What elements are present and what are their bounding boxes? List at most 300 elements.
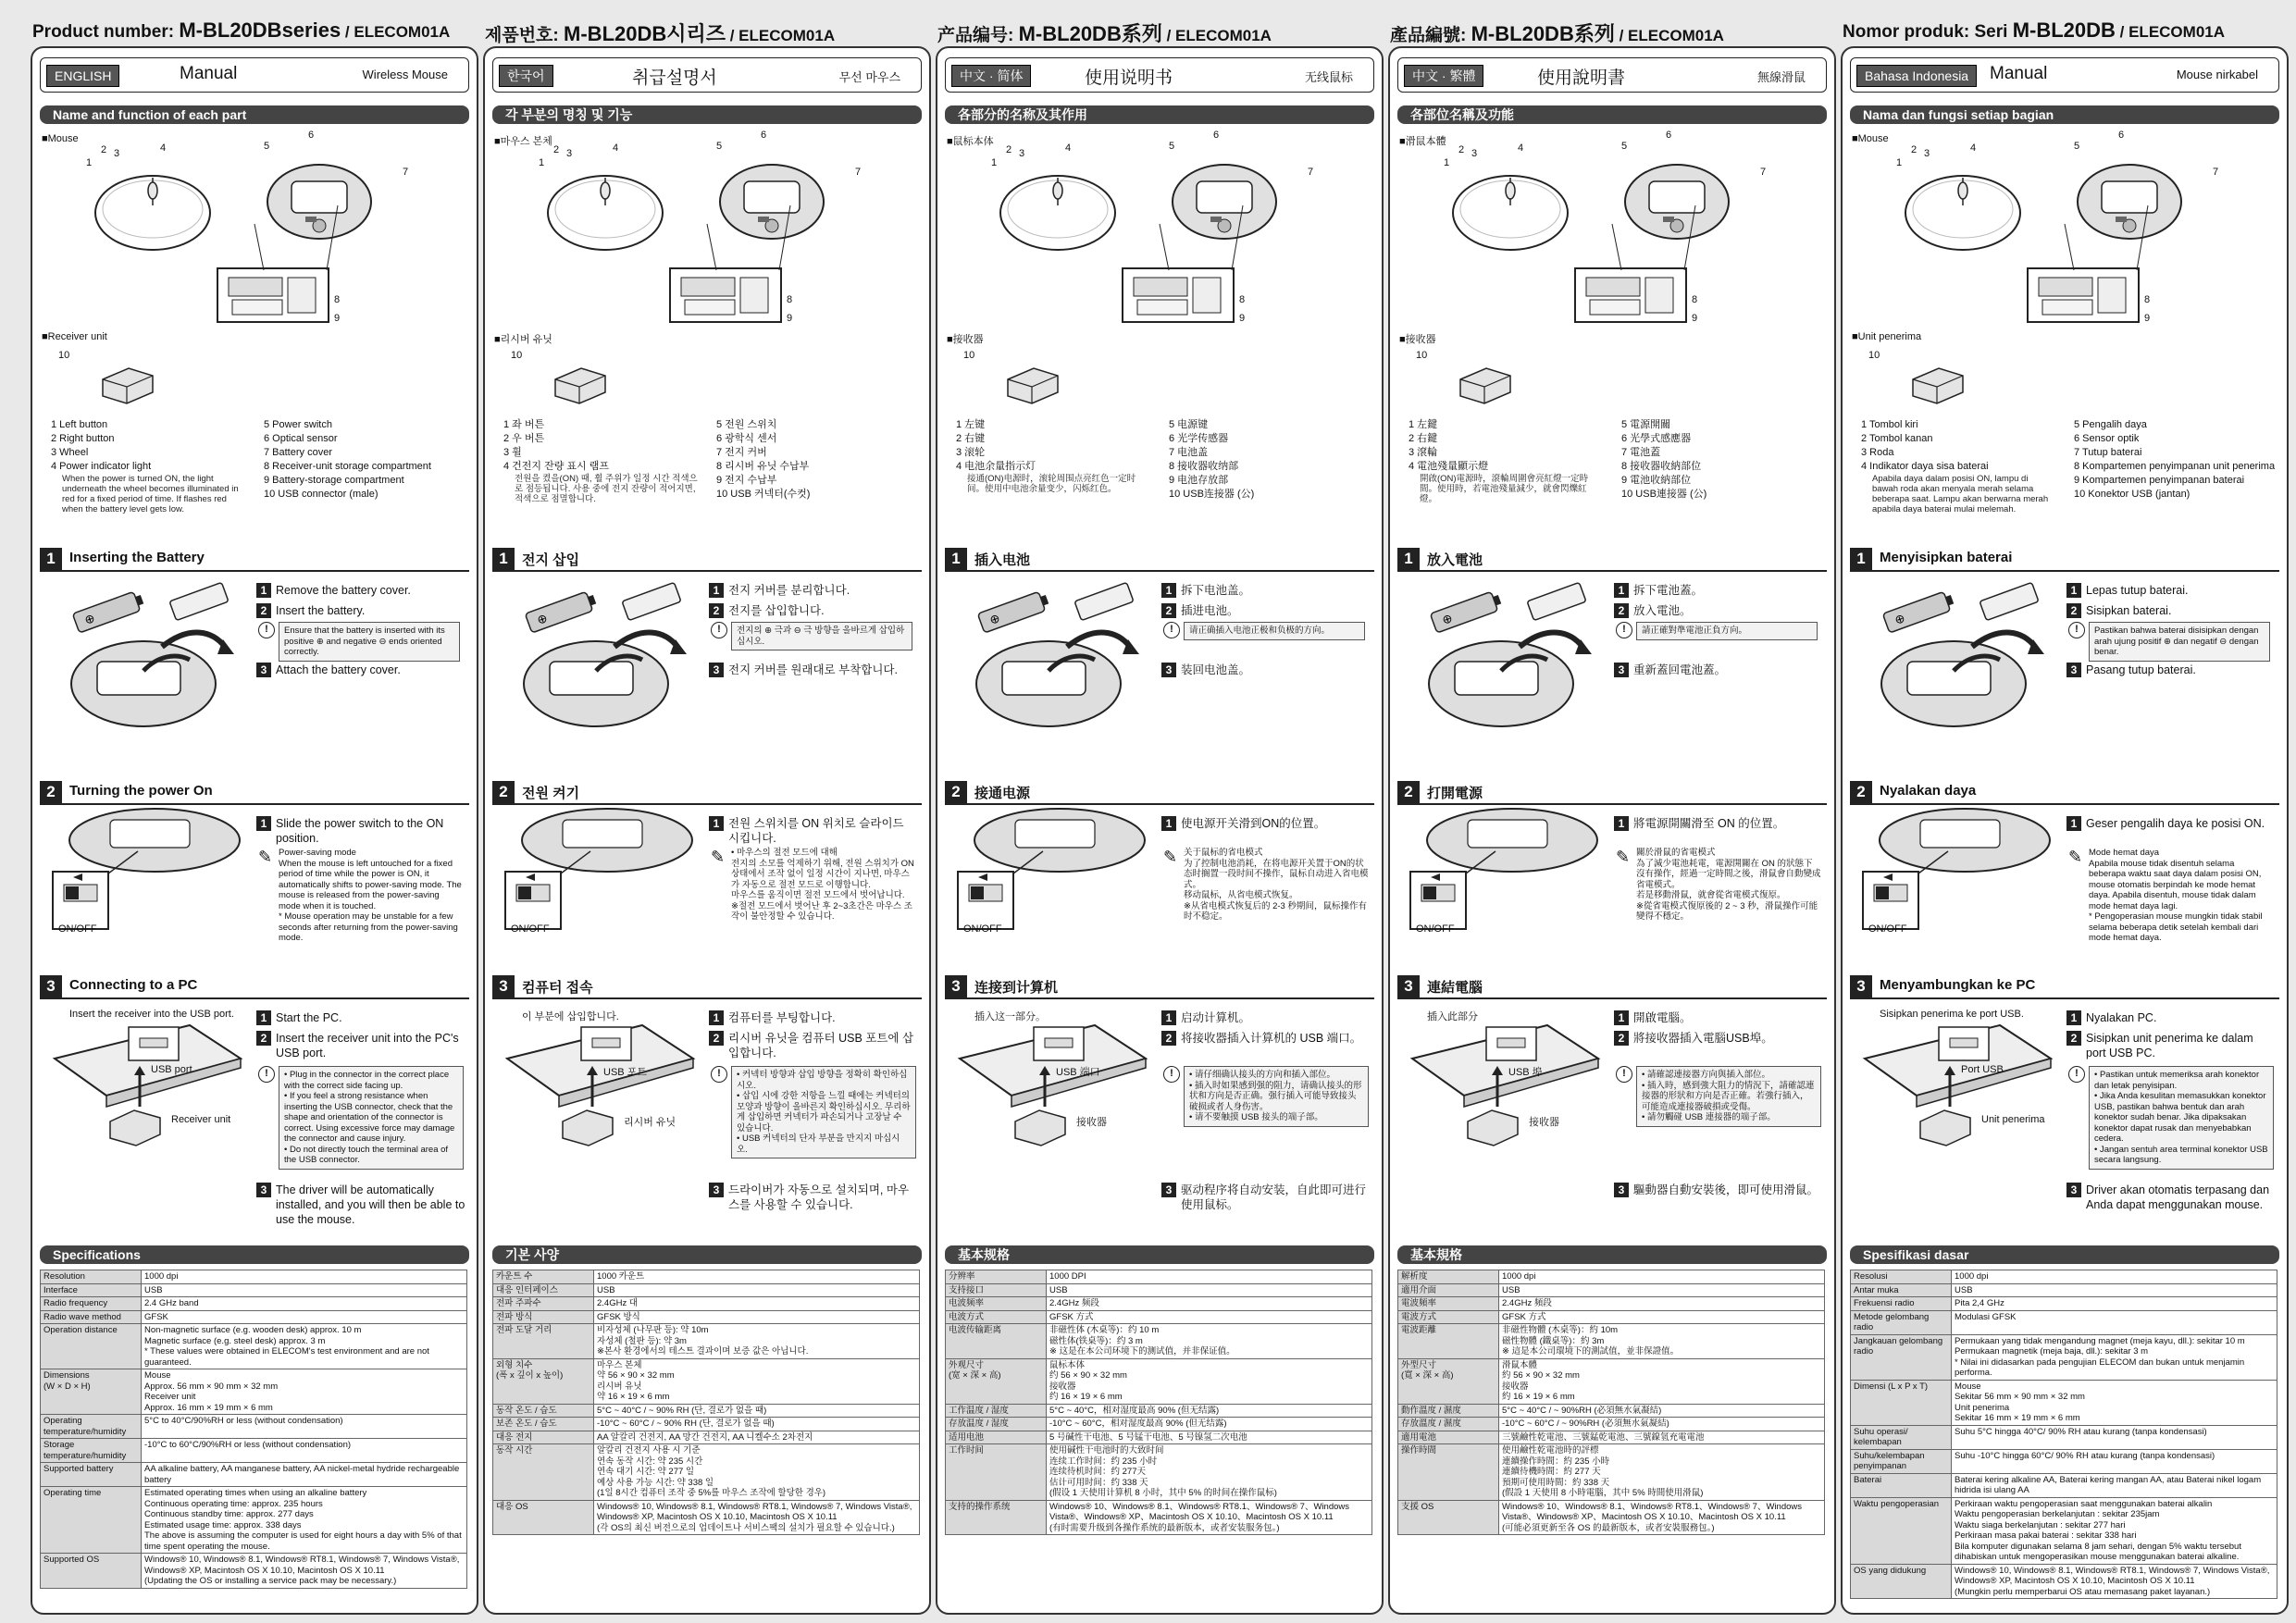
parts-note: 開啟(ON)電源時，滾輪周圍會亮紅燈一定時間。使用時，若電池殘量減少，就會閃爍紅燈。 [1420,474,1589,504]
spec-key: 解析度 [1398,1270,1499,1284]
onoff-label: ON/OFF [511,923,550,935]
column-en [31,0,478,1623]
spec-row [41,1415,467,1439]
section-number: 1 [1397,548,1420,570]
parts-item: 7 Tutup baterai [2074,447,2142,458]
product-suffix: / ELECOM01A [726,27,836,44]
parts-item: 10 Konektor USB (jantan) [2074,489,2191,500]
spec-row [493,1283,920,1297]
manual-panel [31,46,478,1615]
callout-number: 8 [1692,294,1698,305]
spec-value: Modulasi GFSK [1952,1310,2277,1334]
section-number: 1 [492,548,515,570]
spec-key: Operating temperature/humidity [41,1415,142,1439]
spec-section-bar: 基本规格 [945,1245,1374,1264]
callout-number: 7 [855,167,862,178]
spec-key: 전파 주파수 [493,1297,594,1311]
section-number: 3 [1397,975,1420,997]
spec-row [493,1297,920,1311]
step-text: 驅動器自動安裝後，即可使用滑鼠。 [1633,1183,1819,1196]
power-saving-note: 关于鼠标的省电模式 为了控制电池消耗，在将电源开关置于ON的状态时搁置一段时间不操作，鼠标自动进入省电模式。 移动鼠标，从省电模式恢复。 ※从省电模式恢复后的 2-3 秒期间，鼠标操作有时不稳定。 [1184,848,1369,922]
caution-icon: ! [1616,1066,1632,1083]
section-title: 放入電池 [1427,552,1483,568]
spec-value: 2.4GHz 频段 [1047,1297,1372,1311]
step-text: 重新蓋回電池蓋。 [1633,663,1727,676]
section-number: 3 [492,975,515,997]
spec-value: 2.4GHz 頻段 [1499,1297,1825,1311]
spec-row [1398,1358,1825,1404]
spec-key: 支持的操作系统 [946,1500,1047,1535]
spec-value: 5°C ~ 40°C / ~ 90% RH (단, 결로가 없을 때) [594,1404,920,1418]
section-title: 接通电源 [974,786,1031,801]
power-switch-illustration [1410,816,1595,936]
parts-item: 5 Power switch [264,419,332,430]
callout-number: 6 [1666,130,1672,141]
pc-usb-illustration [503,1022,698,1151]
receiver-illustration [1002,363,1067,409]
battery-note: 请正确插入电池正极和负极的方向。 [1184,622,1365,640]
usb-note: • 커넥터 방향과 삽입 방향을 정확히 확인하십시오. • 삽입 시에 강한 저항을 느낄 때에는 커넥터의 모양과 방향이 올바른지 확인하십시오. 무리하게 삽입하면 커넥터가 파손되거나 고장날 수 있습니다. • USB 커넥터의 단자 부분을 만지지 마십시오. [731,1066,916,1158]
spec-value: 비자성체 (나무판 등): 약 10m 자성체 (철판 등): 약 3m ※본사 환경에서의 테스트 결과이며 보증 값은 아닙니다. [594,1324,920,1359]
step-item [709,1010,922,1025]
spec-value: 1000 카운트 [594,1270,920,1284]
spec-key: Resolution [41,1270,142,1284]
mouse-label: ■鼠标本体 [947,136,994,147]
section-insert-battery [945,548,1374,572]
step-number: 2 [709,1031,724,1046]
spec-row [946,1324,1372,1359]
step-number: 3 [256,663,271,677]
spec-key: 대응 전지 [493,1431,594,1444]
callout-number: 3 [1471,148,1478,159]
step-number: 1 [709,816,724,831]
spec-value: 5 号碱性干电池、5 号锰干电池、5 号镍氢二次电池 [1047,1431,1372,1444]
manual-panel [1841,46,2289,1615]
spec-key: 支持接口 [946,1283,1047,1297]
callout-number: 6 [1213,130,1220,141]
product-number-title [1843,19,2225,43]
spec-value: 알칼리 건전지 사용 시 기준 연속 동작 시간: 약 235 시간 연속 대기 시간: 약 277 일 예상 사용 가능 시간: 약 338 일 (1일 8시간 컴퓨터 조작 중 5%를 마우스 조작에 할당한 경우) [594,1444,920,1501]
step-text: Slide the power switch to the ON position. [276,817,444,845]
language-badge: 한국어 [499,65,553,87]
mouse-label: ■Mouse [42,133,79,144]
step-text: Sisipkan unit penerima ke dalam port USB PC. [2086,1032,2253,1059]
spec-key: 存放温度 / 湿度 [946,1418,1047,1431]
parts-item: 1 Tombol kiri [1861,419,1918,430]
spec-value: Suhu 5°C hingga 40°C/ 90% RH atau kurang (tanpa kondensasi) [1952,1425,2277,1449]
step-number: 3 [1614,663,1629,677]
step-text: Pasang tutup baterai. [2086,663,2196,676]
svg-text:⊕: ⊕ [535,611,550,628]
spec-row [1398,1444,1825,1501]
spec-row [946,1404,1372,1418]
parts-item: 6 광학식 센서 [716,433,777,444]
step-number: 2 [2066,1031,2081,1046]
spec-value: GFSK 方式 [1499,1310,1825,1324]
callout-number: 6 [2118,130,2125,141]
step-text: 使电源开关滑到ON的位置。 [1181,817,1326,830]
callout-number: 3 [1924,148,1930,159]
caution-icon: ! [258,1066,275,1083]
step-text: 컴퓨터를 부팅합니다. [728,1011,836,1024]
spec-key: 動作溫度 / 濕度 [1398,1404,1499,1418]
section-number: 3 [40,975,62,997]
callout-number: 5 [264,141,270,152]
step-text: 드라이버가 자동으로 설치되며, 마우스를 사용할 수 있습니다. [728,1183,910,1211]
spec-key: 대응 인터페이스 [493,1283,594,1297]
parts-item: 3 Roda [1861,447,1894,458]
section-title: Menyambungkan ke PC [1880,977,2036,993]
step-item [2066,583,2279,598]
step-text: Insert the receiver unit into the PC's USB port. [276,1032,459,1059]
step-number: 1 [256,816,271,831]
step-number: 2 [1161,603,1176,618]
product-suffix: / ELECOM01A [341,23,451,41]
parts-list-left [51,418,245,514]
caution-icon: ! [1616,622,1632,638]
spec-row [493,1310,920,1324]
battery-note: 전지의 ⊕ 극과 ⊖ 극 방향을 올바르게 삽입하십시오. [731,622,912,650]
section-number: 2 [1850,781,1872,803]
spec-row [946,1310,1372,1324]
parts-item: 1 Left button [51,419,108,430]
callout-number: 1 [1896,157,1903,168]
manual-panel [1388,46,1836,1615]
parts-item: 5 電源開關 [1621,419,1671,430]
spec-key: 전파 방식 [493,1310,594,1324]
step-text: 開啟電腦。 [1633,1011,1692,1024]
step-number: 3 [709,1183,724,1197]
callout-number: 10 [1416,350,1428,361]
spec-key: Dimensi (L x P x T) [1851,1380,1952,1425]
parts-item: 8 Receiver-unit storage compartment [264,461,431,472]
caution-icon: ! [1163,622,1180,638]
parts-item: 2 Tombol kanan [1861,433,1933,444]
memo-pencil-icon: ✎ [1616,848,1631,866]
parts-item: 9 전지 수납부 [716,475,777,486]
step-number: 2 [1614,1031,1629,1046]
product-suffix: / ELECOM01A [1614,27,1724,44]
step-number: 1 [1614,816,1629,831]
spec-row [1851,1283,2277,1297]
spec-row [41,1439,467,1463]
callout-number: 2 [1911,144,1917,155]
spec-row [1851,1449,2277,1473]
manual-title: Manual [1990,64,2048,83]
callout-number: 4 [160,142,167,154]
step-item [256,1031,469,1060]
callout-number: 4 [1970,142,1977,154]
usb-port-label: Port USB [1961,1064,2004,1075]
spec-key: Baterai [1851,1473,1952,1497]
spec-row [946,1297,1372,1311]
product-type: Mouse nirkabel [2176,68,2258,81]
step-text: Lepas tutup baterai. [2086,584,2189,597]
callout-lines [937,48,1382,344]
spec-value: -10°C to 60°C/90%RH or less (without condensation) [142,1439,467,1463]
spec-value: Windows® 10, Windows® 8.1, Windows® RT8.1, Windows® 7, Windows Vista®, Windows® XP, Macintosh OS X 10.10, Macintosh OS X 10.11 (Mungkin perlu memperbarui OS atau memasang paket layanan.) [1952,1564,2277,1599]
spec-value: 1000 DPI [1047,1270,1372,1284]
section-power-on [492,781,922,805]
parts-item: 3 滾輪 [1409,447,1438,458]
section-number: 2 [40,781,62,803]
section-number: 3 [945,975,967,997]
spec-table [945,1270,1372,1535]
spec-row [493,1500,920,1535]
section-title: 連結電腦 [1427,980,1483,996]
spec-row [946,1444,1372,1501]
step-text: 전원 스위치를 ON 위치로 슬라이드시킵니다. [728,817,904,845]
column-zh-cn [936,0,1384,1623]
spec-row [1851,1310,2277,1334]
section-insert-battery [1850,548,2279,572]
parts-note: Apabila daya dalam posisi ON, lampu di bawah roda akan menyala merah selama beberapa saat. Lampu akan berwarna merah apabila daya baterai mulai melemah. [1872,474,2049,514]
spec-key: 电波频率 [946,1297,1047,1311]
spec-value: GFSK [142,1310,467,1324]
step-item [2066,603,2279,618]
parts-item: 4 电池余量指示灯 [956,461,1036,472]
parts-list-left [1861,418,2055,514]
step-item [1614,1183,1827,1197]
step-text: 将接收器插入计算机的 USB 端口。 [1181,1032,1362,1045]
spec-section-bar: 基本規格 [1397,1245,1827,1264]
section-number: 3 [1850,975,1872,997]
spec-key: 電波方式 [1398,1310,1499,1324]
spec-value: 1000 dpi [1499,1270,1825,1284]
spec-value: 鼠标本体 约 56 × 90 × 32 mm 接收器 约 16 × 19 × 6 mm [1047,1358,1372,1404]
spec-key: 대응 OS [493,1500,594,1535]
callout-number: 5 [1621,141,1628,152]
parts-item: 7 Battery cover [264,447,332,458]
product-label: 產品編號: [1390,26,1471,45]
step-number: 1 [1614,1010,1629,1025]
parts-item: 8 리시버 유닛 수납부 [716,461,810,472]
parts-item: 8 接收器收納部位 [1621,461,1702,472]
spec-key: 適用介面 [1398,1283,1499,1297]
callout-number: 10 [1868,350,1880,361]
manual-title: Manual [180,64,238,83]
spec-row [1398,1310,1825,1324]
parts-item: 9 Battery-storage compartment [264,475,404,486]
section-title: 컴퓨터 접속 [522,980,593,996]
step-item [709,816,922,846]
spec-value: Windows® 10, Windows® 8.1, Windows® RT8.1, Windows® 7, Windows Vista®, Windows® XP, Macintosh OS X 10.10, Macintosh OS X 10.11 (각 OS의 최신 버전으로의 업데이트나 서비스팩의 설치가 필요할 수 있습니다.) [594,1500,920,1535]
power-switch-illustration [505,816,690,936]
step-number: 2 [1161,1031,1176,1046]
section-number: 2 [945,781,967,803]
caution-icon: ! [258,622,275,638]
parts-section-bar: Name and function of each part [40,105,469,124]
caution-icon: ! [2068,622,2085,638]
spec-key: Suhu/kelembapan penyimpanan [1851,1449,1952,1473]
parts-item: 2 右键 [956,433,986,444]
onoff-label: ON/OFF [963,923,1002,935]
spec-row [1398,1283,1825,1297]
spec-row [493,1270,920,1284]
parts-note: When the power is turned ON, the light underneath the wheel becomes illuminated in red for a fixed period of time. If flashes red when the battery level gets low. [62,474,239,514]
power-saving-note: Mode hemat daya Apabila mouse tidak disentuh selama beberapa waktu saat daya dalam posisi ON, mouse otomatis berpindah ke mode hemat daya. Apabila disentuh, mouse tidak dalam mode hemat daya lagi. * Pengoperasian mouse mungkin tidak stabil selama beberapa detik setelah kembali dari mode hemat daya. [2089,848,2263,943]
step-text: Insert the battery. [276,604,366,617]
step-number: 3 [1161,1183,1176,1197]
step-text: 將電源開關滑至 ON 的位置。 [1633,817,1785,830]
spec-value: Baterai kering alkaline AA, Baterai kering mangan AA, atau Baterai nikel logam hidrida isi ulang AA [1952,1473,2277,1497]
spec-value: -10°C ~ 60°C，相对湿度最高 90% (但无结露) [1047,1418,1372,1431]
parts-item: 7 電池蓋 [1621,447,1661,458]
step-item [1614,816,1827,831]
parts-list-right [2074,418,2282,502]
spec-key: Radio wave method [41,1310,142,1324]
product-model: M-BL20DB系列 [1471,22,1615,45]
spec-value: 非磁性体 (木桌等)：约 10 m 磁性体(铁桌等)：约 3 m ※ 这是在本公司环境下的测试值，并非保证值。 [1047,1324,1372,1359]
step-item [2066,1031,2279,1060]
battery-note: Ensure that the battery is inserted with its positive ⊕ and negative ⊖ ends oriented correctly. [279,622,460,662]
manual-title: 使用说明书 [1085,68,1173,88]
step-item [2066,816,2279,831]
callout-number: 3 [1019,148,1025,159]
parts-item: 5 전원 스위치 [716,419,777,430]
spec-row [1851,1297,2277,1311]
callout-number: 2 [101,144,107,155]
parts-item: 8 接收器收纳部 [1169,461,1239,472]
callout-number: 7 [403,167,409,178]
callout-number: 9 [1239,313,1246,324]
parts-item: 3 휠 [503,447,522,458]
memo-pencil-icon: ✎ [1163,848,1178,866]
step-item [2066,1183,2279,1212]
step-number: 3 [1614,1183,1629,1197]
section-power-on [1850,781,2279,805]
spec-key: 工作温度 / 湿度 [946,1404,1047,1418]
section-title: Menyisipkan baterai [1880,550,2013,565]
spec-row [1398,1270,1825,1284]
spec-value: Perkiraan waktu pengoperasian saat menggunakan baterai alkalin Waktu pengoperasian berkelanjutan : sekitar 235jam Waktu siaga berkelanjutan : sekitar 277 hari Perkiraan masa pakai baterai : sekitar 338 hari Bila komputer digunakan selama 8 jam sehari, dengan 5% waktu tersebut dihabiskan untuk mengoperasikan mouse menggunakan baterai alkaline. [1952,1497,2277,1564]
spec-key: 操作時間 [1398,1444,1499,1501]
section-title: 전지 삽입 [522,552,580,568]
spec-value: USB [594,1283,920,1297]
callout-number: 2 [553,144,560,155]
spec-row [1398,1418,1825,1431]
step-item [1161,816,1374,831]
step-number: 1 [709,1010,724,1025]
battery-insert-illustration [1870,580,2055,719]
spec-value: 5°C to 40°C/90%RH or less (without condensation) [142,1415,467,1439]
step-number: 2 [2066,603,2081,618]
spec-row [493,1431,920,1444]
spec-row [41,1297,467,1311]
step-text: 리시버 유닛을 컴퓨터 USB 포트에 삽입합니다. [728,1032,914,1059]
callout-number: 8 [334,294,341,305]
spec-key: OS yang didukung [1851,1564,1952,1599]
spec-row [493,1404,920,1418]
parts-item: 10 USB连接器 (公) [1169,489,1255,500]
step-number: 2 [256,603,271,618]
section-number: 1 [945,548,967,570]
parts-list-right [1169,418,1377,502]
spec-value: 마우스 본체 약 56 × 90 × 32 mm 리시버 유닛 약 16 × 19 × 6 mm [594,1358,920,1404]
parts-item: 8 Kompartemen penyimpanan unit penerima [2074,461,2276,472]
step-text: 插进电池。 [1181,604,1239,617]
parts-list-left [956,418,1150,494]
section-insert-battery [40,548,469,572]
power-switch-illustration [958,816,1143,936]
section-title: Connecting to a PC [69,977,198,993]
section-title: Nyalakan daya [1880,783,1977,799]
spec-key: 동작 온도 / 습도 [493,1404,594,1418]
parts-item: 10 USB連接器 (公) [1621,489,1707,500]
spec-row [946,1270,1372,1284]
step-text: Attach the battery cover. [276,663,401,676]
spec-value: Non-magnetic surface (e.g. wooden desk) approx. 10 m Magnetic surface (e.g. steel desk) approx. 3 m * These values were obtained in ELECOM's test environment and are not guaranteed. [142,1324,467,1369]
spec-row [946,1283,1372,1297]
section-connect-pc [1397,975,1827,999]
step-item [2066,1010,2279,1025]
receiver-label: ■Receiver unit [42,331,107,342]
usb-port-label: USB 포트 [603,1067,647,1078]
battery-note: Pastikan bahwa baterai disisipkan dengan arah ujung positif ⊕ dan negatif ⊖ dengan benar. [2089,622,2270,662]
step-text: 启动计算机。 [1181,1011,1251,1024]
step-text: 전지 커버를 분리합니다. [728,584,850,597]
callout-lines [1390,48,1834,344]
product-label: 제품번호: [485,26,565,45]
mouse-label: ■滑鼠本體 [1399,136,1446,147]
parts-item: 2 右鍵 [1409,433,1438,444]
spec-value: 5°C ~ 40°C / ~ 90%RH (必須無水氣凝結) [1499,1404,1825,1418]
spec-row [41,1369,467,1415]
section-connect-pc [945,975,1374,999]
spec-table [40,1270,467,1589]
callout-number: 3 [114,148,120,159]
spec-value: 2.4GHz 대 [594,1297,920,1311]
onoff-label: ON/OFF [1868,923,1907,935]
step-text: 전지 커버를 원래대로 부착합니다. [728,663,898,676]
product-number-title [485,19,835,47]
step-text: Driver akan otomatis terpasang dan Anda dapat menggunakan mouse. [2086,1183,2270,1211]
spec-row [493,1418,920,1431]
usb-note: • Pastikan untuk memeriksa arah konektor dan letak penyisipan. • Jika Anda kesulitan memasukkan konektor USB, pastikan bahwa bentuk dan arah konektor sudah benar. Jika dipaksakan konektor dapat rusak dan menyebabkan cedera. • Jangan sentuh area terminal konektor USB secara langsung. [2089,1066,2274,1170]
usb-insert-caption: 이 부분에 삽입합니다. [522,1011,619,1022]
step-text: 전지를 삽입합니다. [728,604,825,617]
spec-value: USB [1047,1283,1372,1297]
spec-key: 전파 도달 거리 [493,1324,594,1359]
section-number: 1 [40,548,62,570]
battery-insert-illustration [60,580,245,719]
pc-usb-illustration [956,1022,1150,1151]
callout-number: 7 [1760,167,1767,178]
parts-item: 5 Pengalih daya [2074,419,2147,430]
spec-value: Mouse Sekitar 56 mm × 90 mm × 32 mm Unit penerima Sekitar 16 mm × 19 mm × 6 mm [1952,1380,2277,1425]
battery-insert-illustration [1418,580,1603,719]
spec-key: Jangkauan gelombang radio [1851,1334,1952,1380]
power-saving-note: • 마우스의 절전 모드에 대해 전지의 소모를 억제하기 위해, 전원 스위치가 ON 상태에서 조작 없이 일정 시간이 지나면, 마우스가 자동으로 절전 모드로 이행합니다. 마우스를 움직이면 절전 모드에서 벗어납니다. ※절전 모드에서 벗어난 후 2~3초간은 마우스 조작이 불안정할 수 있습니다. [731,848,914,922]
step-item [1614,583,1827,598]
parts-section-bar: 各部位名稱及功能 [1397,105,1827,124]
language-badge: 中文 · 简体 [951,65,1031,87]
step-number: 2 [709,603,724,618]
callout-number: 2 [1006,144,1012,155]
callout-number: 6 [761,130,767,141]
spec-key: Resolusi [1851,1270,1952,1284]
section-number: 2 [492,781,515,803]
receiver-unit-label: 接收器 [1529,1117,1559,1128]
manual-panel [483,46,931,1615]
spec-key: Storage temperature/humidity [41,1439,142,1463]
parts-item: 1 左鍵 [1409,419,1438,430]
step-item [1614,1031,1827,1046]
step-text: 拆下电池盖。 [1181,584,1251,597]
product-label: Nomor produk: Seri [1843,22,2013,42]
spec-row [41,1270,467,1284]
section-power-on [40,781,469,805]
